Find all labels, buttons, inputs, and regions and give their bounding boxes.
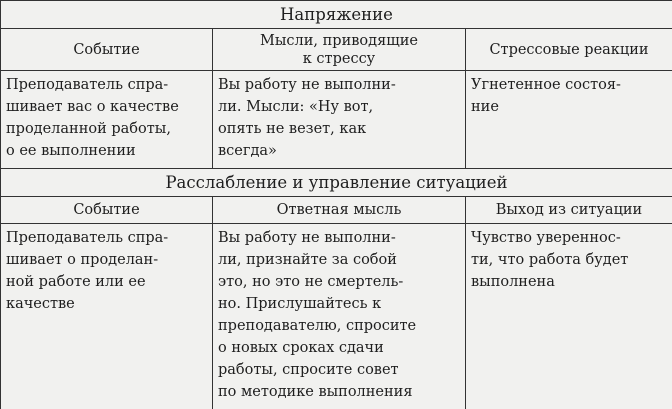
cell-line: проделанной работы, — [6, 121, 171, 137]
cell-line: ти, что работа будет — [471, 252, 629, 268]
cell-line: Вы работу не выполни- — [218, 230, 396, 246]
cell-line: Чувство увереннос- — [471, 230, 621, 246]
cell-line: Вы работу не выполни- — [218, 77, 396, 93]
cell-line: ние — [471, 99, 499, 115]
tension-header-thoughts-line: Мысли, приводящие — [260, 32, 418, 49]
cell-line: шивает о проделан- — [6, 252, 159, 268]
tension-event-cell — [1, 71, 213, 169]
relaxation-header-event: Событие — [1, 197, 213, 224]
relaxation-exit-cell — [466, 224, 672, 409]
tension-header-event: Событие — [1, 29, 213, 71]
cell-line: опять не везет, как — [218, 121, 367, 137]
relaxation-title-row — [1, 169, 672, 197]
tension-title-row — [1, 1, 672, 29]
cell-line: качестве — [6, 296, 75, 312]
relaxation-header-exit: Выход из ситуации — [466, 197, 672, 224]
cell-line: но. Прислушайтесь к — [218, 296, 382, 312]
cell-line: по методике выполнения — [218, 384, 413, 400]
cell-line: преподавателю, спросите — [218, 318, 417, 334]
cell-line: о ее выполнении — [6, 143, 136, 159]
relaxation-response-cell — [213, 224, 466, 409]
tension-header-reactions: Стрессовые реакции — [466, 29, 672, 71]
cell-line: ной работе или ее — [6, 274, 146, 290]
relaxation-header-response: Ответная мысль — [213, 197, 466, 224]
cell-line: ли, признайте за собой — [218, 252, 397, 268]
relaxation-section-title: Расслабление и управление ситуацией — [1, 169, 672, 197]
cell-line: это, но это не смертель- — [218, 274, 404, 290]
cell-line: работы, спросите совет — [218, 362, 399, 378]
relaxation-header-row — [1, 197, 672, 224]
tension-section-title: Напряжение — [1, 1, 672, 29]
cell-line: шивает вас о качестве — [6, 99, 179, 115]
tension-reactions-cell — [466, 71, 672, 169]
cell-line: о новых сроках сдачи — [218, 340, 384, 356]
cell-line: всегда» — [218, 143, 277, 159]
tension-thoughts-cell — [213, 71, 466, 169]
relaxation-body-row — [1, 224, 672, 409]
relaxation-event-cell — [1, 224, 213, 409]
tension-header-thoughts — [213, 29, 466, 71]
tension-header-row — [1, 29, 672, 71]
cell-line: Преподаватель спра- — [6, 77, 169, 93]
tension-header-thoughts-line: к стрессу — [302, 50, 376, 67]
cell-line: ли. Мысли: «Ну вот, — [218, 99, 374, 115]
cell-line: выполнена — [471, 274, 555, 290]
cell-line: Преподаватель спра- — [6, 230, 169, 246]
tension-body-row — [1, 71, 672, 169]
cell-line: Угнетенное состоя- — [471, 77, 621, 93]
